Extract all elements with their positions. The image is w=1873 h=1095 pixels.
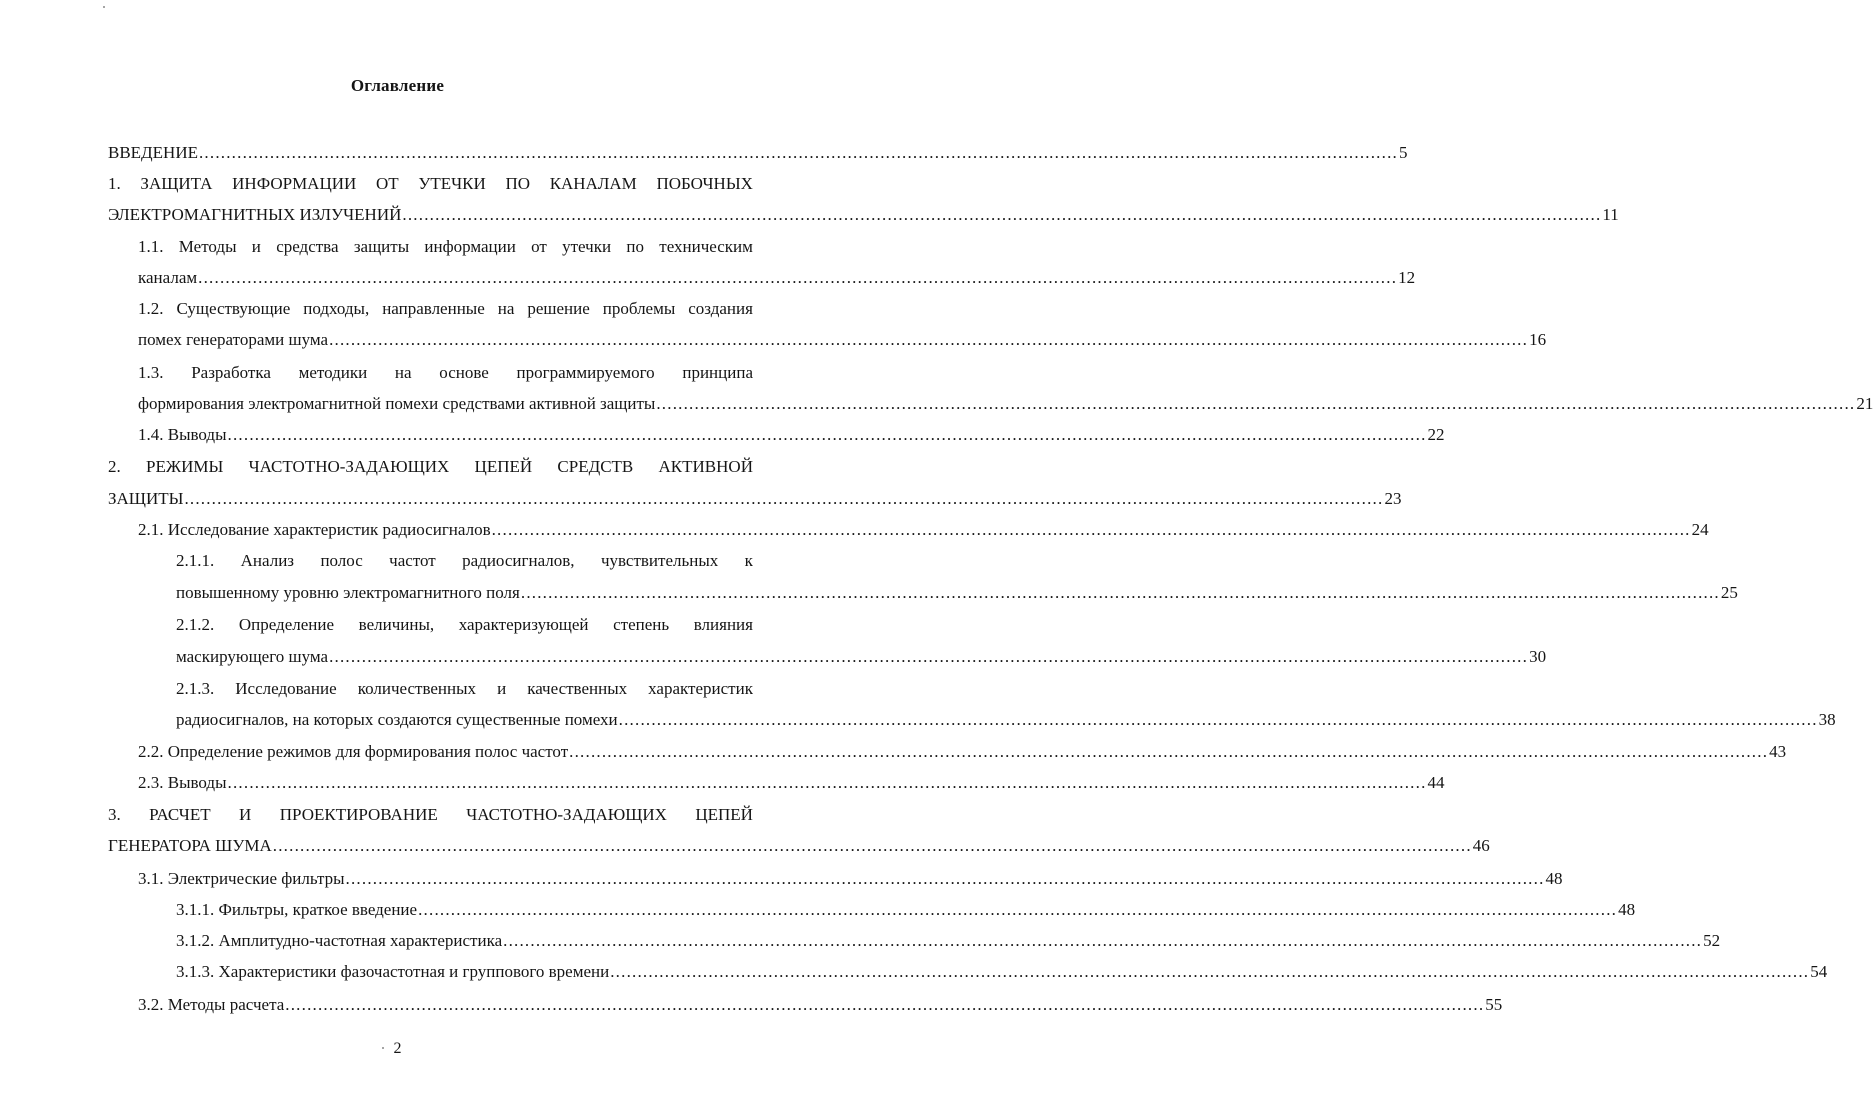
toc-entry-page: 52 (1703, 931, 1721, 950)
toc-word: качественных (527, 679, 628, 698)
toc-word: 3. (108, 805, 121, 824)
toc-word: 1.1. (138, 237, 164, 256)
toc-word: программируемого (516, 363, 655, 382)
toc-entry-2-1-1-line-2 (176, 581, 1738, 605)
toc-entry-page: 16 (1529, 330, 1547, 349)
toc-word: И (239, 805, 252, 824)
toc-entry-page: 54 (1810, 962, 1828, 981)
toc-word: ПО (505, 174, 531, 193)
toc-word: ЧАСТОТНО-ЗАДАЮЩИХ (466, 805, 667, 824)
toc-word: 2. (108, 457, 121, 476)
toc-entry-1-1-line-1 (138, 235, 753, 259)
toc-word: Анализ (240, 551, 295, 570)
toc-word: 2.1.2. (176, 615, 215, 634)
toc-word: РАСЧЕТ (149, 805, 211, 824)
toc-word: принципа (682, 363, 753, 382)
toc-word: информации (424, 237, 516, 256)
toc-entry-text: ЭЛЕКТРОМАГНИТНЫХ ИЗЛУЧЕНИЙ (108, 205, 402, 224)
toc-word: средства (276, 237, 339, 256)
toc-word: ЦЕПЕЙ (474, 457, 533, 476)
dot-leader: ............................................................................................................................................................................................................................ (402, 205, 1602, 224)
toc-entry-text: маскирующего шума (176, 647, 329, 666)
toc-entry-text: 1.4. Выводы (138, 425, 227, 444)
toc-word: защиты (353, 237, 410, 256)
toc-title: Оглавление (350, 76, 445, 95)
toc-word: количественных (357, 679, 477, 698)
toc-word: частот (389, 551, 436, 570)
toc-word: ПОБОЧНЫХ (656, 174, 753, 193)
toc-entry-text: ВВЕДЕНИЕ (108, 143, 198, 162)
dot-leader: ............................................................................................................................................................................................................................ (503, 931, 1703, 950)
toc-word: ЧАСТОТНО-ЗАДАЮЩИХ (248, 457, 450, 476)
toc-word: ИНФОРМАЦИИ (232, 174, 357, 193)
toc-word: ЦЕПЕЙ (695, 805, 753, 824)
toc-entry-1-3-line-1 (138, 361, 753, 385)
toc-word: радиосигналов, (462, 551, 575, 570)
toc-entry-page: 44 (1427, 773, 1445, 792)
toc-word: ПРОЕКТИРОВАНИЕ (279, 805, 438, 824)
toc-entry-page: 38 (1818, 710, 1836, 729)
toc-word: от (531, 237, 547, 256)
toc-word: проблемы (602, 299, 676, 318)
toc-entry-introduction (108, 141, 1408, 165)
dot-leader: ............................................................................................................................................................................................................................ (329, 330, 1529, 349)
toc-entry-1-2-line-2 (138, 328, 1547, 352)
toc-entry-2-3 (138, 771, 1445, 795)
toc-entry-text: помех генераторами шума (138, 330, 329, 349)
toc-word: по (626, 237, 644, 256)
dot-leader: ............................................................................................................................................................................................................................ (345, 869, 1545, 888)
toc-word: к (744, 551, 753, 570)
toc-word: 1.2. (138, 299, 164, 318)
dot-leader: ............................................................................................................................................................................................................................ (418, 900, 1618, 919)
dot-leader: ............................................................................................................................................................................................................................ (184, 489, 1384, 508)
toc-entry-1-line-1 (108, 172, 753, 196)
dot-leader: ............................................................................................................................................................................................................................ (520, 583, 1720, 602)
toc-entry-text: 3.2. Методы расчета (138, 995, 285, 1014)
toc-word: техническим (659, 237, 753, 256)
toc-word: подходы, (303, 299, 370, 318)
toc-word: Определение (238, 615, 335, 634)
toc-entry-1-3-line-2 (138, 392, 1873, 416)
toc-word: 2.1.1. (176, 551, 215, 570)
toc-entry-2-1-2-line-1 (176, 613, 753, 637)
toc-entry-text: 3.1.2. Амплитудно-частотная характеристика (176, 931, 503, 950)
toc-entry-page: 25 (1720, 583, 1738, 602)
scan-speck (382, 1047, 384, 1049)
dot-leader: ............................................................................................................................................................................................................................ (656, 394, 1856, 413)
toc-entry-2-1-2-line-2 (176, 645, 1547, 669)
toc-entry-text: 3.1.1. Фильтры, краткое введение (176, 900, 418, 919)
toc-entry-page: 30 (1529, 647, 1547, 666)
toc-entry-text: ЗАЩИТЫ (108, 489, 184, 508)
toc-entry-3-line-1 (108, 803, 753, 827)
toc-entry-text: 3.1. Электрические фильтры (138, 869, 345, 888)
toc-entry-3-1-3 (176, 960, 1828, 984)
dot-leader: ............................................................................................................................................................................................................................ (329, 647, 1529, 666)
dot-leader: ............................................................................................................................................................................................................................ (610, 962, 1810, 981)
toc-entry-1-2-line-1 (138, 297, 753, 321)
dot-leader: ............................................................................................................................................................................................................................ (198, 268, 1398, 287)
toc-entry-3-1-1 (176, 898, 1636, 922)
toc-entry-page: 5 (1398, 143, 1408, 162)
toc-word: 1.3. (138, 363, 164, 382)
toc-entry-text: повышенному уровню электромагнитного поля (176, 583, 520, 602)
toc-word: степень (613, 615, 670, 634)
toc-word: РЕЖИМЫ (146, 457, 224, 476)
dot-leader: ............................................................................................................................................................................................................................ (272, 836, 1472, 855)
toc-entry-3-1-2 (176, 929, 1721, 953)
toc-entry-page: 21 (1856, 394, 1873, 413)
toc-entry-page: 48 (1545, 869, 1563, 888)
toc-entry-2-2 (138, 740, 1787, 764)
scan-speck (103, 6, 105, 8)
toc-entry-text: 2.2. Определение режимов для формирования полос частот (138, 742, 569, 761)
toc-entry-2-line-2 (108, 487, 1402, 511)
toc-word: основе (439, 363, 489, 382)
toc-word: влияния (693, 615, 753, 634)
toc-entry-text: ГЕНЕРАТОРА ШУМА (108, 836, 272, 855)
toc-entry-page: 11 (1602, 205, 1619, 224)
toc-entry-text: 2.3. Выводы (138, 773, 227, 792)
toc-word: методики (298, 363, 368, 382)
toc-entry-text: формирования электромагнитной помехи средствами активной защиты (138, 394, 656, 413)
dot-leader: ............................................................................................................................................................................................................................ (618, 710, 1818, 729)
toc-entry-page: 48 (1618, 900, 1636, 919)
dot-leader: ............................................................................................................................................................................................................................ (198, 143, 1398, 162)
dot-leader: ............................................................................................................................................................................................................................ (227, 773, 1427, 792)
toc-entry-2-1-1-line-1 (176, 549, 753, 573)
toc-word: ЗАЩИТА (140, 174, 213, 193)
toc-word: величины, (358, 615, 435, 634)
toc-word: на (497, 299, 515, 318)
toc-entry-text: 2.1. Исследование характеристик радиосигналов (138, 520, 491, 539)
toc-word: полос (320, 551, 363, 570)
toc-word: характеризующей (458, 615, 589, 634)
toc-entry-2-1-3-line-1 (176, 677, 753, 701)
toc-word: АКТИВНОЙ (658, 457, 753, 476)
toc-word: Разработка (191, 363, 271, 382)
toc-word: ОТ (375, 174, 399, 193)
toc-entry-2-1-3-line-2 (176, 708, 1836, 732)
toc-entry-text: радиосигналов, на которых создаются существенные помехи (176, 710, 618, 729)
toc-word: Существующие (176, 299, 291, 318)
dot-leader: ............................................................................................................................................................................................................................ (285, 995, 1485, 1014)
toc-word: УТЕЧКИ (418, 174, 486, 193)
toc-word: и (251, 237, 261, 256)
toc-entry-page: 22 (1427, 425, 1445, 444)
toc-entry-page: 23 (1384, 489, 1402, 508)
toc-word: направленные (382, 299, 485, 318)
toc-entry-page: 46 (1472, 836, 1490, 855)
toc-word: 2.1.3. (176, 679, 215, 698)
dot-leader: ............................................................................................................................................................................................................................ (569, 742, 1769, 761)
toc-word: КАНАЛАМ (549, 174, 637, 193)
toc-entry-text: 3.1.3. Характеристики фазочастотная и группового времени (176, 962, 610, 981)
toc-word: создания (688, 299, 753, 318)
toc-word: характеристик (648, 679, 753, 698)
toc-word: Методы (178, 237, 237, 256)
toc-entry-page: 24 (1691, 520, 1709, 539)
toc-word: Исследование (235, 679, 337, 698)
toc-entry-text: каналам (138, 268, 198, 287)
toc-word: чувствительных (600, 551, 719, 570)
toc-entry-page: 43 (1769, 742, 1787, 761)
page-number: 2 (393, 1040, 402, 1057)
toc-word: 1. (108, 174, 121, 193)
toc-word: решение (527, 299, 590, 318)
toc-entry-3-1 (138, 867, 1563, 891)
toc-entry-1-line-2 (108, 203, 1619, 227)
toc-entry-2-1 (138, 518, 1709, 542)
toc-word: утечки (562, 237, 612, 256)
dot-leader: ............................................................................................................................................................................................................................ (491, 520, 1691, 539)
toc-entry-3-line-2 (108, 834, 1490, 858)
toc-word: и (497, 679, 507, 698)
toc-word: СРЕДСТВ (557, 457, 634, 476)
toc-entry-page: 12 (1398, 268, 1416, 287)
toc-entry-2-line-1 (108, 455, 753, 479)
toc-word: на (394, 363, 412, 382)
toc-entry-page: 55 (1485, 995, 1503, 1014)
dot-leader: ............................................................................................................................................................................................................................ (227, 425, 1427, 444)
toc-entry-1-1-line-2 (138, 266, 1416, 290)
toc-entry-3-2 (138, 993, 1503, 1017)
toc-entry-1-4 (138, 423, 1445, 447)
